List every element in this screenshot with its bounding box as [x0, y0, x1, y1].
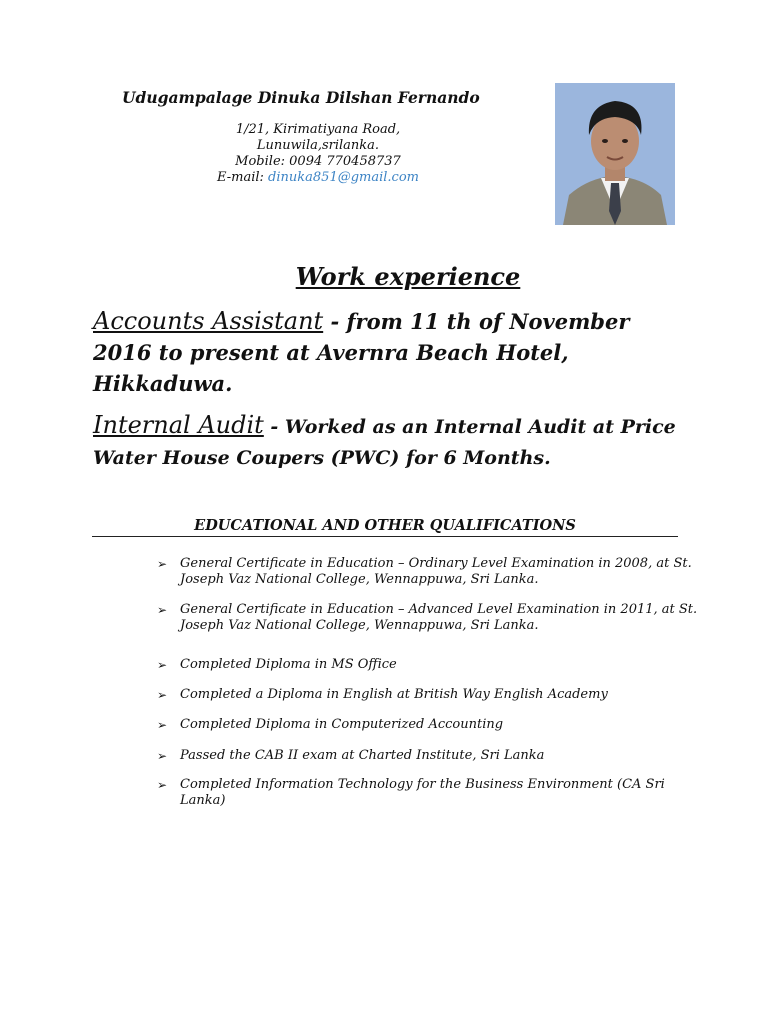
- qualification-item: ➢ Completed Diploma in Computerized Accounting: [157, 717, 504, 732]
- address-line-2: Lunuwila,srilanka.: [256, 138, 380, 153]
- arrow-bullet-icon: ➢: [157, 778, 168, 792]
- job-detail: - Worked as an Internal Audit at Price Water House Coupers (PWC) for 6 Months.: [93, 416, 676, 469]
- contact-block: [200, 122, 436, 186]
- arrow-bullet-icon: ➢: [157, 688, 168, 702]
- arrow-bullet-icon: ➢: [157, 557, 168, 571]
- qualification-item: ➢ General Certificate in Education – Ordinary Level Examination in 2008, at St. Joseph Vaz National College, Wennappuwa, Sri Lanka.: [157, 556, 692, 587]
- job-entry-internal-audit: [93, 410, 683, 474]
- qualification-item: ➢ General Certificate in Education – Advanced Level Examination in 2011, at St. Joseph Vaz National College, Wennappuwa, Sri Lanka.: [157, 602, 698, 633]
- qualification-item: ➢ Passed the CAB II exam at Charted Institute, Sri Lanka: [157, 748, 545, 763]
- arrow-bullet-icon: ➢: [157, 658, 168, 672]
- qualifications-heading: EDUCATIONAL AND OTHER QUALIFICATIONS: [92, 517, 678, 537]
- qualification-item: ➢ Completed Information Technology for the Business Environment (CA Sri Lanka): [157, 777, 665, 808]
- qualification-item: ➢ Completed a Diploma in English at British Way English Academy: [157, 687, 608, 702]
- job-role: Internal Audit: [93, 411, 264, 439]
- email-row: [200, 170, 436, 186]
- job-detail: - from 11 th of November 2016 to present at Avernra Beach Hotel, Hikkaduwa.: [93, 309, 630, 396]
- job-entry-accounts-assistant: [93, 306, 683, 399]
- email-label: E-mail:: [217, 170, 264, 185]
- arrow-bullet-icon: ➢: [157, 718, 168, 732]
- arrow-bullet-icon: ➢: [157, 749, 168, 763]
- arrow-bullet-icon: ➢: [157, 603, 168, 617]
- work-experience-title: Work experience: [295, 262, 521, 291]
- address-line-1: 1/21, Kirimatiyana Road,: [235, 122, 401, 137]
- job-role: Accounts Assistant: [93, 307, 324, 335]
- profile-photo: [555, 83, 675, 225]
- email-link[interactable]: dinuka851@gmail.com: [268, 170, 419, 185]
- candidate-name: Udugampalage Dinuka Dilshan Fernando: [122, 88, 480, 107]
- mobile-number: Mobile: 0094 770458737: [235, 154, 401, 169]
- qualification-item: ➢ Completed Diploma in MS Office: [157, 657, 397, 672]
